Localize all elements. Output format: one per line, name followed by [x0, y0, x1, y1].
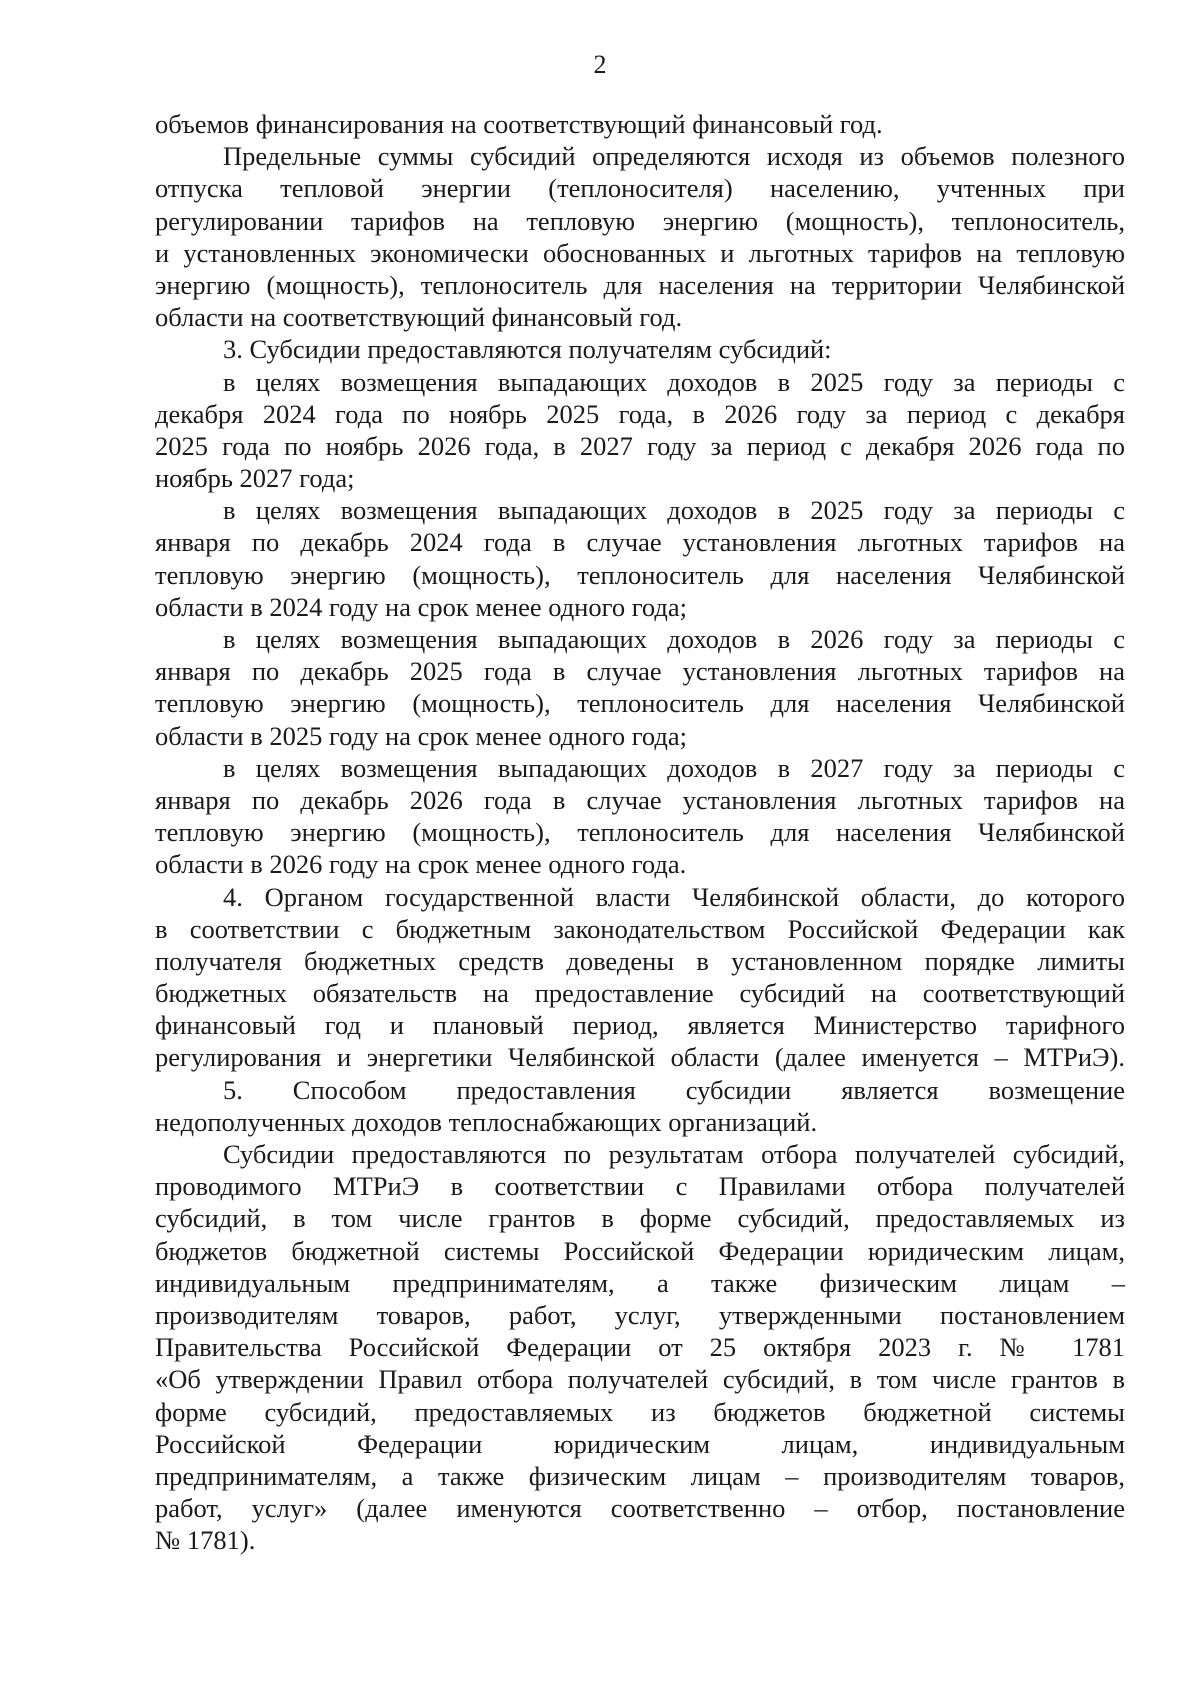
text-line: области в 2024 году на срок менее одного года;	[155, 591, 688, 622]
page-number: 2	[593, 50, 607, 79]
text-line: субсидий, в том числе грантов в форме субсидий, предоставляемых из	[155, 1203, 1125, 1234]
text-line: тепловую энергию (мощность), теплоноситель для населения Челябинской	[155, 817, 1125, 848]
text-line: Предельные суммы субсидий определяются исходя из объемов полезного	[223, 141, 1125, 172]
document-body	[155, 108, 1125, 1556]
text-line: бюджетов бюджетной системы Российской Федерации юридическим лицам,	[155, 1235, 1125, 1266]
text-line: финансовый год и плановый период, является Министерство тарифного	[155, 1010, 1125, 1041]
text-line: в соответствии с бюджетным законодательством Российской Федерации как	[155, 913, 1125, 944]
text-line: объемов финансирования на соответствующий финансовый год.	[155, 109, 883, 139]
text-line: в целях возмещения выпадающих доходов в 2025 году за периоды с	[223, 366, 1125, 397]
text-line: работ, услуг» (далее именуются соответственно – отбор, постановление	[155, 1493, 1125, 1524]
text-line: тепловую энергию (мощность), теплоноситель для населения Челябинской	[155, 559, 1125, 590]
text-line: «Об утверждении Правил отбора получателей субсидий, в том числе грантов в	[155, 1364, 1125, 1395]
text-line: января по декабрь 2025 года в случае установления льготных тарифов на	[155, 656, 1125, 687]
text-line: энергию (мощность), теплоноситель для населения на территории Челябинской	[155, 269, 1125, 300]
text-line: № 1781).	[155, 1525, 256, 1556]
text-line: форме субсидий, предоставляемых из бюджетов бюджетной системы	[155, 1396, 1125, 1427]
text-line: декабря 2024 года по ноябрь 2025 года, в 2026 году за период с декабря	[155, 398, 1125, 429]
text-line: 2025 года по ноябрь 2026 года, в 2027 году за период с декабря 2026 года по	[155, 430, 1125, 461]
text-line: в целях возмещения выпадающих доходов в 2026 году за периоды с	[223, 624, 1125, 654]
text-line: бюджетных обязательств на предоставление субсидий на соответствующий	[155, 978, 1125, 1009]
text-line: области в 2026 году на срок менее одного года.	[155, 849, 687, 880]
text-line: отпуска тепловой энергии (теплоносителя) населению, учтенных при	[155, 173, 1125, 204]
text-line: получателя бюджетных средств доведены в установленном порядке лимиты	[155, 945, 1125, 976]
text-line: недополученных доходов теплоснабжающих организаций.	[155, 1106, 818, 1137]
text-line: 5. Способом предоставления субсидии является возмещение	[223, 1074, 1125, 1105]
text-line: производителям товаров, работ, услуг, утвержденными постановлением	[155, 1299, 1125, 1330]
text-line: области на соответствующий финансовый год.	[155, 302, 683, 333]
text-line: индивидуальным предпринимателям, а также физическим лицам –	[155, 1267, 1125, 1298]
text-line: 4. Органом государственной власти Челябинской области, до которого	[223, 881, 1125, 912]
text-line: и установленных экономически обоснованных и льготных тарифов на тепловую	[155, 237, 1125, 268]
text-line: в целях возмещения выпадающих доходов в 2025 году за периоды с	[223, 495, 1125, 526]
text-line: проводимого МТРиЭ в соответствии с Правилами отбора получателей	[155, 1171, 1125, 1202]
text-line: января по декабрь 2026 года в случае установления льготных тарифов на	[155, 784, 1125, 815]
text-line: Правительства Российской Федерации от 25 октября 2023 г. № 1781	[155, 1332, 1125, 1363]
text-line: Субсидии предоставляются по результатам отбора получателей субсидий,	[223, 1139, 1125, 1169]
text-line: января по декабрь 2024 года в случае установления льготных тарифов на	[155, 527, 1125, 558]
text-line: 3. Субсидии предоставляются получателям субсидий:	[223, 334, 832, 365]
text-line: предпринимателям, а также физическим лицам – производителям товаров,	[155, 1460, 1125, 1491]
text-line: области в 2025 году на срок менее одного года;	[155, 720, 688, 751]
text-line: регулирования и энергетики Челябинской области (далее именуется – МТРиЭ).	[155, 1042, 1125, 1073]
text-line: ноябрь 2027 года;	[155, 463, 355, 494]
text-line: тепловую энергию (мощность), теплоноситель для населения Челябинской	[155, 688, 1125, 719]
text-line: регулировании тарифов на тепловую энергию (мощность), теплоноситель,	[155, 205, 1125, 236]
text-line: в целях возмещения выпадающих доходов в 2027 году за периоды с	[223, 752, 1125, 783]
text-line: Российской Федерации юридическим лицам, индивидуальным	[155, 1428, 1125, 1459]
